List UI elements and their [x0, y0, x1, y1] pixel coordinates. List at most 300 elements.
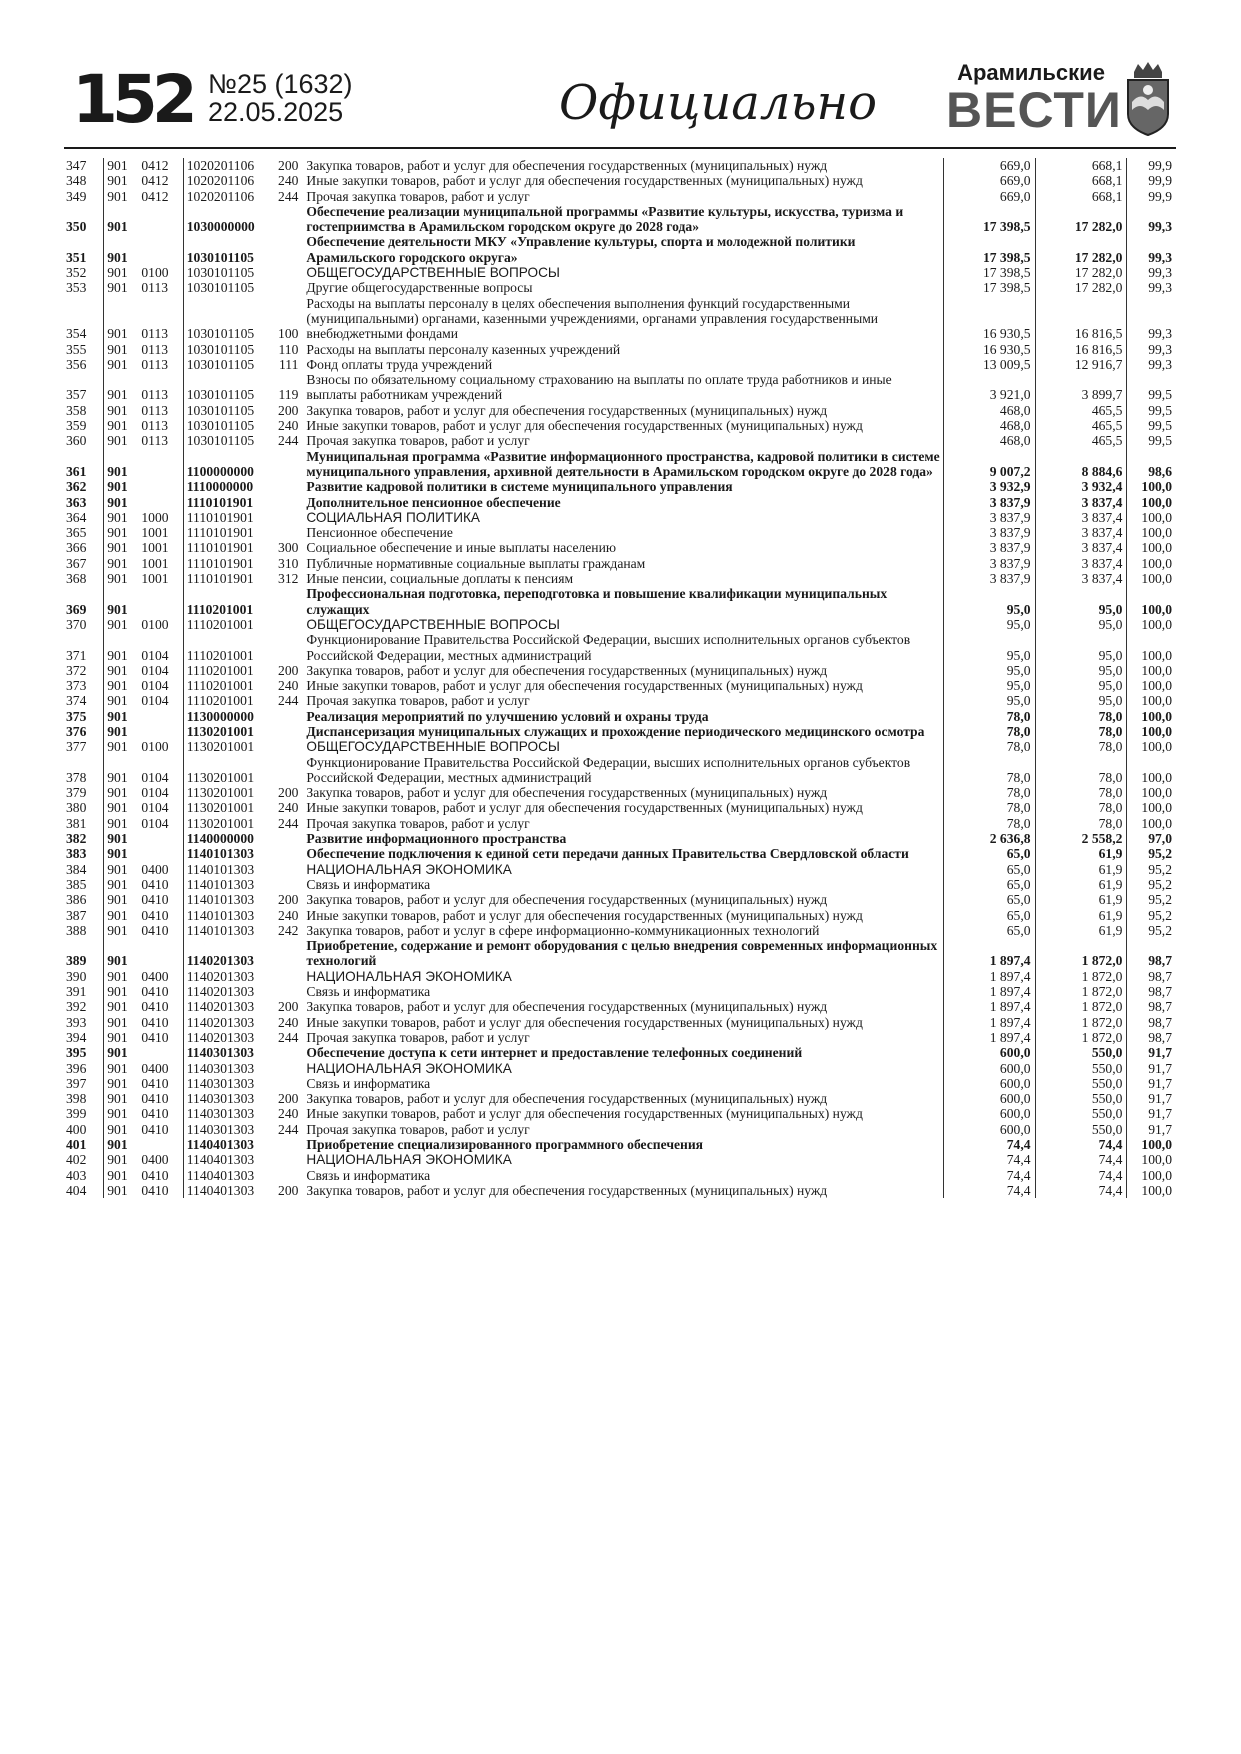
row-name: ОБЩЕГОСУДАРСТВЕННЫЕ ВОПРОСЫ	[306, 616, 560, 632]
row-name: Взносы по обязательному социальному страхованию на выплаты по оплате труда работников и иные выплаты работникам учреждений	[306, 372, 892, 403]
row-name: Закупка товаров, работ и услуг для обеспечения государственных (муниципальных) нужд	[306, 662, 828, 678]
table-row	[64, 296, 1176, 342]
row-planned: 16 930,5	[943, 342, 1035, 357]
row-number: 373	[64, 678, 104, 693]
table-row	[64, 1045, 1176, 1060]
row-expense-type	[272, 495, 301, 510]
row-name: Закупка товаров, работ и услуг для обеспечения государственных (муниципальных) нужд	[306, 158, 828, 173]
row-section	[139, 586, 183, 617]
row-name: СОЦИАЛЬНАЯ ПОЛИТИКА	[306, 509, 480, 525]
row-target-article: 1140101303	[186, 846, 254, 862]
row-percent: 98,7	[1127, 1030, 1176, 1045]
row-percent: 100,0	[1127, 617, 1176, 632]
row-planned: 468,0	[943, 433, 1035, 448]
row-section	[139, 831, 183, 846]
row-grbs: 901	[107, 1137, 128, 1152]
row-section: 0410	[139, 1168, 183, 1183]
row-section	[139, 846, 183, 861]
row-planned: 65,0	[943, 846, 1035, 861]
row-section	[139, 724, 183, 739]
row-number: 397	[64, 1076, 104, 1091]
row-executed: 95,0	[1035, 663, 1127, 678]
row-grbs: 901	[107, 800, 128, 816]
row-section: 1001	[139, 525, 183, 540]
row-target-article: 1140301303	[186, 1075, 255, 1091]
row-planned: 74,4	[943, 1137, 1035, 1152]
row-target-article: 1110201001	[186, 678, 254, 694]
row-planned: 3 837,9	[943, 540, 1035, 555]
row-expense-type: 240	[278, 678, 299, 694]
row-grbs: 901	[107, 922, 128, 938]
row-section	[139, 709, 183, 724]
row-target-article: 1140101303	[186, 907, 255, 923]
row-planned: 17 398,5	[943, 265, 1035, 280]
row-planned: 95,0	[943, 678, 1035, 693]
row-executed: 78,0	[1035, 785, 1127, 800]
row-name: НАЦИОНАЛЬНАЯ ЭКОНОМИКА	[306, 1060, 512, 1076]
row-percent: 99,3	[1127, 204, 1176, 235]
row-planned: 9 007,2	[943, 449, 1035, 480]
row-planned: 600,0	[943, 1045, 1035, 1060]
row-number: 379	[64, 785, 104, 800]
row-target-article: 1140401303	[186, 1152, 255, 1168]
row-section: 0410	[139, 1183, 183, 1198]
row-section: 0410	[139, 877, 183, 892]
row-planned: 3 932,9	[943, 479, 1035, 494]
row-number: 369	[64, 586, 104, 617]
row-grbs: 901	[107, 1075, 128, 1091]
row-target-article: 1110201001	[186, 601, 254, 617]
row-executed: 3 837,4	[1035, 556, 1127, 571]
row-expense-type: 200	[278, 402, 299, 418]
row-grbs: 901	[107, 601, 128, 617]
row-number: 377	[64, 739, 104, 754]
row-target-article: 1130201001	[186, 739, 255, 755]
issue-info	[208, 70, 353, 126]
logo-main-text: ВЕСТИ	[946, 82, 1122, 138]
row-planned: 600,0	[943, 1076, 1035, 1091]
row-number: 386	[64, 892, 104, 907]
row-number: 395	[64, 1045, 104, 1060]
row-name: Реализация мероприятий по улучшению условий и охраны труда	[306, 708, 709, 724]
row-name: Иные закупки товаров, работ и услуг для обеспечения государственных (муниципальных) нужд	[306, 1014, 863, 1030]
row-executed: 95,0	[1035, 617, 1127, 632]
table-row	[64, 342, 1176, 357]
row-expense-type	[272, 617, 301, 632]
row-percent: 99,9	[1127, 158, 1176, 173]
row-section: 0113	[139, 357, 183, 372]
row-executed: 550,0	[1035, 1091, 1127, 1106]
table-row	[64, 938, 1176, 969]
row-grbs: 901	[107, 1167, 128, 1183]
row-name: Обеспечение доступа к сети интернет и предоставление телефонных соединений	[306, 1045, 803, 1061]
row-percent: 98,7	[1127, 938, 1176, 969]
row-expense-type: 240	[278, 173, 299, 189]
row-name: Связь и информатика	[306, 1167, 431, 1183]
row-section: 0104	[139, 632, 183, 663]
row-name: ОБЩЕГОСУДАРСТВЕННЫЕ ВОПРОСЫ	[306, 265, 560, 281]
row-grbs: 901	[107, 463, 128, 479]
row-target-article: 1140401303	[186, 1182, 255, 1198]
row-number: 350	[64, 204, 104, 235]
row-expense-type: 240	[278, 1106, 299, 1122]
row-section: 0400	[139, 862, 183, 877]
row-executed: 2 558,2	[1035, 831, 1127, 846]
row-name: Развитие кадровой политики в системе муниципального управления	[306, 479, 733, 495]
row-number: 351	[64, 234, 104, 265]
row-expense-type: 244	[278, 1029, 299, 1045]
row-target-article: 1140201303	[186, 999, 255, 1015]
row-grbs: 901	[107, 265, 128, 281]
row-percent: 100,0	[1127, 739, 1176, 754]
row-grbs: 901	[107, 616, 128, 632]
row-executed: 95,0	[1035, 693, 1127, 708]
row-section: 0410	[139, 1091, 183, 1106]
row-section	[139, 204, 183, 235]
row-section: 0410	[139, 1122, 183, 1137]
row-executed: 550,0	[1035, 1122, 1127, 1137]
row-planned: 95,0	[943, 663, 1035, 678]
row-executed: 61,9	[1035, 846, 1127, 861]
row-planned: 74,4	[943, 1168, 1035, 1183]
table-row	[64, 1122, 1176, 1137]
row-grbs: 901	[107, 846, 128, 862]
row-target-article: 1130201001	[186, 723, 254, 739]
row-expense-type	[272, 709, 301, 724]
row-target-article: 1140101303	[186, 892, 255, 908]
row-executed: 550,0	[1035, 1045, 1127, 1060]
row-grbs: 901	[107, 984, 128, 1000]
row-target-article: 1140101303	[186, 922, 255, 938]
row-planned: 3 837,9	[943, 556, 1035, 571]
row-expense-type: 312	[278, 571, 299, 587]
row-planned: 669,0	[943, 173, 1035, 188]
row-target-article: 1140201303	[186, 968, 255, 984]
row-expense-type: 240	[278, 418, 299, 434]
row-grbs: 901	[107, 1152, 128, 1168]
row-grbs: 901	[107, 785, 128, 801]
table-row	[64, 372, 1176, 403]
row-executed: 95,0	[1035, 632, 1127, 663]
row-number: 361	[64, 449, 104, 480]
table-row	[64, 632, 1176, 663]
row-number: 376	[64, 724, 104, 739]
row-percent: 91,7	[1127, 1061, 1176, 1076]
page-number: 152	[72, 61, 192, 138]
row-section: 0113	[139, 403, 183, 418]
row-percent: 99,5	[1127, 372, 1176, 403]
row-number: 390	[64, 969, 104, 984]
row-number: 404	[64, 1183, 104, 1198]
row-target-article: 1130201001	[186, 769, 255, 785]
row-percent: 95,2	[1127, 892, 1176, 907]
row-grbs: 901	[107, 479, 128, 495]
row-number: 352	[64, 265, 104, 280]
row-planned: 3 837,9	[943, 571, 1035, 586]
row-executed: 61,9	[1035, 908, 1127, 923]
row-grbs: 901	[107, 968, 128, 984]
row-name: НАЦИОНАЛЬНАЯ ЭКОНОМИКА	[306, 1152, 512, 1168]
row-planned: 3 921,0	[943, 372, 1035, 403]
row-planned: 78,0	[943, 755, 1035, 786]
row-expense-type	[272, 1076, 301, 1091]
row-grbs: 901	[107, 1045, 128, 1061]
row-number: 371	[64, 632, 104, 663]
row-planned: 468,0	[943, 403, 1035, 418]
row-grbs: 901	[107, 708, 128, 724]
row-percent: 91,7	[1127, 1045, 1176, 1060]
row-grbs: 901	[107, 356, 128, 372]
row-percent: 100,0	[1127, 632, 1176, 663]
row-number: 353	[64, 280, 104, 295]
row-planned: 3 837,9	[943, 510, 1035, 525]
row-number: 391	[64, 984, 104, 999]
row-expense-type: 200	[278, 999, 299, 1015]
row-percent: 99,3	[1127, 296, 1176, 342]
row-percent: 99,9	[1127, 189, 1176, 204]
row-percent: 98,7	[1127, 1015, 1176, 1030]
row-grbs: 901	[107, 540, 128, 556]
row-name: Закупка товаров, работ и услуг для обеспечения государственных (муниципальных) нужд	[306, 999, 828, 1015]
table-row	[64, 846, 1176, 861]
row-grbs: 901	[107, 953, 128, 969]
row-number: 401	[64, 1137, 104, 1152]
row-name: Закупка товаров, работ и услуг для обеспечения государственных (муниципальных) нужд	[306, 892, 828, 908]
row-target-article: 1100000000	[186, 463, 254, 479]
row-grbs: 901	[107, 1014, 128, 1030]
row-percent: 100,0	[1127, 1168, 1176, 1183]
row-expense-type: 111	[279, 356, 299, 372]
row-number: 363	[64, 495, 104, 510]
row-expense-type: 310	[278, 555, 299, 571]
row-expense-type: 110	[278, 341, 299, 357]
row-name: Развитие информационного пространства	[306, 831, 567, 847]
row-percent: 99,3	[1127, 265, 1176, 280]
row-percent: 100,0	[1127, 693, 1176, 708]
row-executed: 3 932,4	[1035, 479, 1127, 494]
row-planned: 600,0	[943, 1061, 1035, 1076]
row-number: 396	[64, 1061, 104, 1076]
row-expense-type: 300	[278, 540, 299, 556]
row-percent: 99,5	[1127, 433, 1176, 448]
row-expense-type	[272, 1152, 301, 1167]
row-planned: 95,0	[943, 617, 1035, 632]
row-target-article: 1030101105	[186, 433, 255, 449]
row-planned: 65,0	[943, 923, 1035, 938]
row-target-article: 1030101105	[186, 387, 255, 403]
row-section: 0113	[139, 280, 183, 295]
row-executed: 1 872,0	[1035, 938, 1127, 969]
table-row	[64, 1030, 1176, 1045]
row-planned: 78,0	[943, 709, 1035, 724]
table-row	[64, 617, 1176, 632]
row-executed: 550,0	[1035, 1061, 1127, 1076]
row-target-article: 1140301303	[186, 1091, 255, 1107]
row-target-article: 1140201303	[186, 1014, 255, 1030]
row-section: 0113	[139, 342, 183, 357]
row-target-article: 1140301303	[186, 1045, 254, 1061]
row-number: 356	[64, 357, 104, 372]
row-name: Прочая закупка товаров, работ и услуг	[306, 815, 530, 831]
row-number: 354	[64, 296, 104, 342]
row-section: 0410	[139, 984, 183, 999]
row-expense-type: 240	[278, 800, 299, 816]
row-percent: 95,2	[1127, 908, 1176, 923]
row-percent: 100,0	[1127, 479, 1176, 494]
row-number: 403	[64, 1168, 104, 1183]
row-percent: 100,0	[1127, 571, 1176, 586]
row-executed: 668,1	[1035, 173, 1127, 188]
row-expense-type: 242	[278, 922, 299, 938]
row-target-article: 1030101105	[186, 402, 255, 418]
row-expense-type	[272, 846, 301, 861]
row-executed: 668,1	[1035, 189, 1127, 204]
row-name: Другие общегосударственные вопросы	[306, 280, 533, 296]
row-percent: 100,0	[1127, 709, 1176, 724]
row-executed: 74,4	[1035, 1183, 1127, 1198]
row-grbs: 901	[107, 1060, 128, 1076]
row-target-article: 1140301303	[186, 1121, 255, 1137]
row-executed: 3 837,4	[1035, 495, 1127, 510]
row-target-article: 1140201303	[186, 953, 254, 969]
table-row	[64, 1015, 1176, 1030]
row-percent: 99,5	[1127, 403, 1176, 418]
row-target-article: 1030101105	[186, 249, 254, 265]
row-expense-type	[272, 586, 301, 617]
table-row	[64, 1091, 1176, 1106]
row-number: 399	[64, 1106, 104, 1121]
row-name: Закупка товаров, работ и услуг для обеспечения государственных (муниципальных) нужд	[306, 1091, 828, 1107]
row-number: 384	[64, 862, 104, 877]
row-planned: 669,0	[943, 189, 1035, 204]
row-name: Иные закупки товаров, работ и услуг для обеспечения государственных (муниципальных) нужд	[306, 678, 863, 694]
row-grbs: 901	[107, 739, 128, 755]
row-section: 0104	[139, 816, 183, 831]
table-row	[64, 280, 1176, 295]
table-row	[64, 418, 1176, 433]
row-grbs: 901	[107, 219, 128, 235]
row-number: 367	[64, 556, 104, 571]
row-name: Иные закупки товаров, работ и услуг для обеспечения государственных (муниципальных) нужд	[306, 800, 863, 816]
row-section: 0100	[139, 617, 183, 632]
row-number: 355	[64, 342, 104, 357]
row-planned: 95,0	[943, 632, 1035, 663]
row-grbs: 901	[107, 815, 128, 831]
row-executed: 465,5	[1035, 403, 1127, 418]
row-executed: 1 872,0	[1035, 984, 1127, 999]
row-section: 0104	[139, 678, 183, 693]
row-planned: 1 897,4	[943, 1030, 1035, 1045]
table-row	[64, 1106, 1176, 1121]
row-expense-type: 244	[278, 188, 299, 204]
row-executed: 3 899,7	[1035, 372, 1127, 403]
row-grbs: 901	[107, 907, 128, 923]
row-percent: 98,7	[1127, 999, 1176, 1014]
row-percent: 100,0	[1127, 1183, 1176, 1198]
row-number: 357	[64, 372, 104, 403]
row-grbs: 901	[107, 402, 128, 418]
row-expense-type	[272, 1168, 301, 1183]
row-planned: 13 009,5	[943, 357, 1035, 372]
row-section: 0410	[139, 908, 183, 923]
row-section: 0410	[139, 1106, 183, 1121]
row-percent: 99,3	[1127, 280, 1176, 295]
row-number: 392	[64, 999, 104, 1014]
row-planned: 17 398,5	[943, 280, 1035, 295]
row-expense-type: 200	[278, 1182, 299, 1198]
row-planned: 600,0	[943, 1106, 1035, 1121]
row-target-article: 1020201106	[186, 158, 255, 173]
row-number: 347	[64, 158, 104, 173]
row-executed: 17 282,0	[1035, 280, 1127, 295]
row-number: 387	[64, 908, 104, 923]
row-section: 0410	[139, 999, 183, 1014]
row-target-article: 1110201001	[186, 662, 254, 678]
row-target-article: 1140401303	[186, 1137, 254, 1152]
row-target-article: 1030000000	[186, 219, 255, 235]
row-number: 370	[64, 617, 104, 632]
row-target-article: 1140301303	[186, 1106, 255, 1122]
row-section	[139, 1045, 183, 1060]
table-row	[64, 908, 1176, 923]
row-name: Прочая закупка товаров, работ и услуг	[306, 188, 530, 204]
row-planned: 3 837,9	[943, 495, 1035, 510]
row-percent: 99,3	[1127, 234, 1176, 265]
row-percent: 91,7	[1127, 1091, 1176, 1106]
row-section: 0412	[139, 173, 183, 188]
row-executed: 465,5	[1035, 418, 1127, 433]
budget-table-body	[64, 158, 1176, 1198]
row-expense-type: 200	[278, 1091, 299, 1107]
table-row	[64, 999, 1176, 1014]
row-expense-type	[272, 969, 301, 984]
row-executed: 17 282,0	[1035, 234, 1127, 265]
row-number: 398	[64, 1091, 104, 1106]
table-row	[64, 785, 1176, 800]
row-percent: 100,0	[1127, 724, 1176, 739]
table-row	[64, 984, 1176, 999]
row-section: 0104	[139, 785, 183, 800]
table-row	[64, 739, 1176, 754]
row-executed: 61,9	[1035, 892, 1127, 907]
row-target-article: 1030101105	[186, 341, 255, 357]
row-number: 388	[64, 923, 104, 938]
row-expense-type: 200	[278, 785, 299, 801]
row-executed: 78,0	[1035, 724, 1127, 739]
row-grbs: 901	[107, 494, 128, 510]
row-executed: 668,1	[1035, 158, 1127, 173]
row-expense-type: 200	[278, 892, 299, 908]
row-expense-type: 240	[278, 907, 299, 923]
row-target-article: 1020201106	[186, 173, 255, 189]
table-row	[64, 510, 1176, 525]
row-section: 0100	[139, 265, 183, 280]
row-percent: 99,9	[1127, 173, 1176, 188]
row-expense-type	[272, 724, 301, 739]
row-name: НАЦИОНАЛЬНАЯ ЭКОНОМИКА	[306, 968, 512, 984]
row-executed: 78,0	[1035, 800, 1127, 815]
table-row	[64, 189, 1176, 204]
row-executed: 3 837,4	[1035, 525, 1127, 540]
row-name: Иные пенсии, социальные доплаты к пенсиям	[306, 571, 574, 587]
table-row	[64, 173, 1176, 188]
row-number: 368	[64, 571, 104, 586]
row-planned: 65,0	[943, 892, 1035, 907]
row-planned: 95,0	[943, 693, 1035, 708]
row-grbs: 901	[107, 647, 128, 663]
row-target-article: 1110101901	[186, 525, 254, 541]
row-grbs: 901	[107, 1029, 128, 1045]
